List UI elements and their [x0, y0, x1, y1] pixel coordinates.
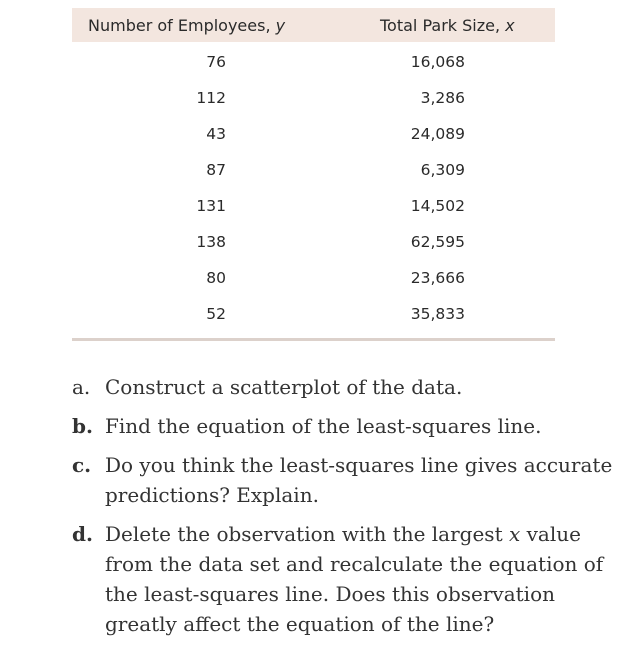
column-header-park-size-text: Total Park Size,	[380, 15, 506, 35]
cell-park-size: 35,833	[410, 305, 465, 323]
table-row	[72, 80, 555, 116]
table-row	[72, 152, 555, 188]
question-d-text	[105, 519, 628, 639]
cell-park-size: 3,286	[420, 89, 465, 107]
column-header-employees-text: Number of Employees,	[88, 15, 276, 35]
cell-park-size: 23,666	[410, 269, 465, 287]
cell-employees: 76	[206, 53, 226, 71]
cell-park-size: 14,502	[410, 197, 465, 215]
table-row	[72, 42, 555, 80]
question-c-letter: c.	[72, 453, 92, 477]
cell-park-size: 62,595	[410, 233, 465, 251]
table-row	[72, 296, 555, 332]
question-d-text-before: Delete the observation with the largest	[105, 522, 509, 546]
data-table	[72, 8, 555, 332]
table-row	[72, 188, 555, 224]
column-header-employees	[72, 8, 328, 42]
question-d-var: x	[508, 522, 521, 546]
cell-employees: 43	[206, 125, 226, 143]
question-b	[72, 411, 628, 441]
cell-employees: 112	[196, 89, 226, 107]
question-a-text: Construct a scatterplot of the data.	[105, 375, 463, 399]
table-bottom-rule	[72, 338, 555, 341]
column-header-park-size-var: x	[505, 15, 515, 35]
cell-employees: 138	[196, 233, 226, 251]
question-d-text-after: value from the data set and recalculate the equation of the least-squares line. Does this observation greatly affect the equation of the line?	[105, 522, 604, 636]
cell-employees: 87	[206, 161, 226, 179]
table-row	[72, 224, 555, 260]
cell-park-size: 24,089	[410, 125, 465, 143]
cell-park-size: 16,068	[410, 53, 465, 71]
question-d	[72, 519, 628, 639]
cell-employees: 52	[206, 305, 226, 323]
cell-park-size: 6,309	[420, 161, 465, 179]
question-list	[72, 372, 628, 648]
question-a	[72, 372, 628, 402]
data-table-container	[72, 8, 555, 341]
cell-employees: 80	[206, 269, 226, 287]
table-row	[72, 116, 555, 152]
table-header-row	[72, 8, 555, 42]
cell-employees: 131	[196, 197, 226, 215]
table-row	[72, 260, 555, 296]
column-header-park-size	[328, 8, 555, 42]
question-b-text: Find the equation of the least-squares line.	[105, 414, 542, 438]
question-c-text: Do you think the least-squares line gives accurate predictions? Explain.	[105, 453, 613, 507]
question-a-letter: a.	[72, 375, 91, 399]
question-b-letter: b.	[72, 414, 93, 438]
question-d-letter: d.	[72, 522, 93, 546]
question-c	[72, 450, 628, 510]
column-header-employees-var: y	[275, 15, 286, 35]
